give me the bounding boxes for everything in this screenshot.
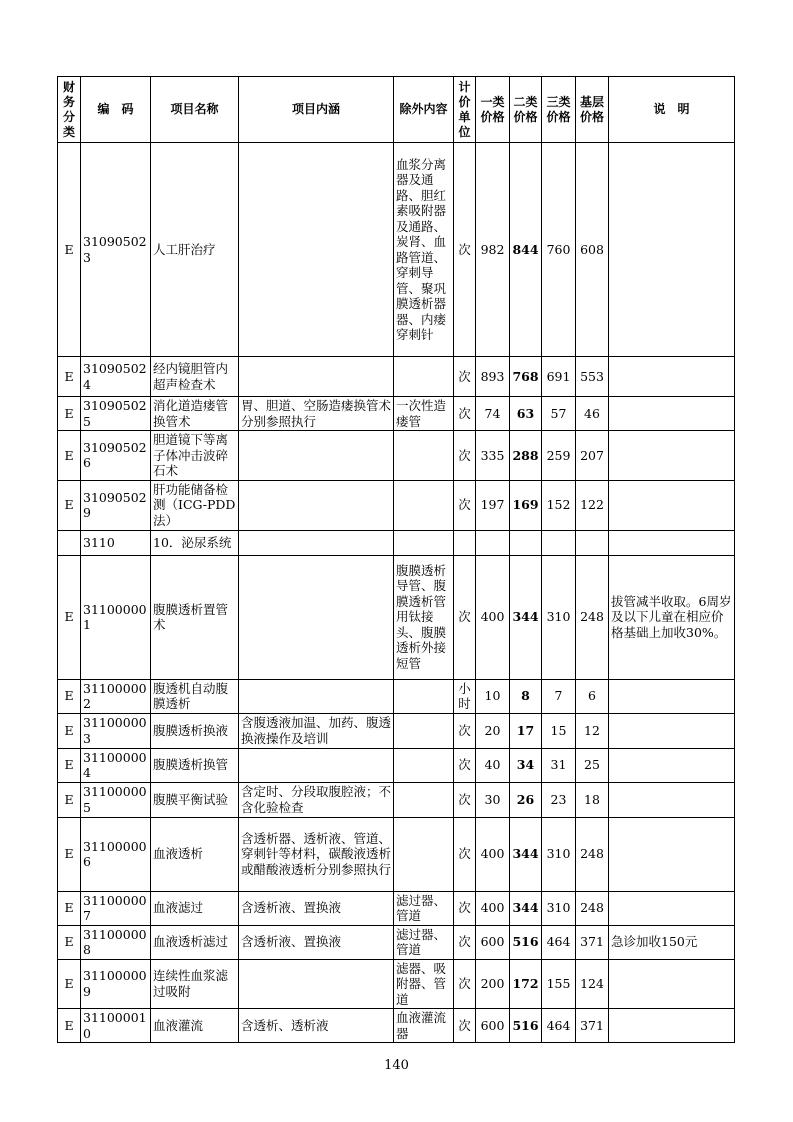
empty-cell: [454, 530, 476, 555]
excluded-cell: [394, 357, 454, 397]
price2-cell: 288: [510, 431, 542, 481]
excluded-cell: [394, 431, 454, 481]
unit-cell: 次: [454, 431, 476, 481]
code-cell: 310905023: [81, 143, 151, 357]
name-cell: 血液灌流: [151, 1009, 239, 1043]
price1-cell: 20: [476, 713, 510, 748]
price2-cell: 844: [510, 143, 542, 357]
unit-cell: 次: [454, 555, 476, 679]
price2-cell: 344: [510, 891, 542, 925]
price1-cell: 600: [476, 1009, 510, 1043]
category-cell: E: [58, 782, 81, 817]
table-row: [58, 431, 735, 481]
price1-cell: 40: [476, 748, 510, 782]
table-row: [58, 925, 735, 959]
price4-cell: 46: [576, 397, 609, 431]
name-cell: 腹膜透析换液: [151, 713, 239, 748]
excluded-cell: [394, 817, 454, 891]
price2-cell: 344: [510, 817, 542, 891]
table-row: [58, 143, 735, 357]
content-cell: [239, 431, 394, 481]
price3-cell: 310: [542, 555, 576, 679]
name-cell: 腹透机自动腹膜透析: [151, 679, 239, 713]
table-row: [58, 782, 735, 817]
price1-cell: 74: [476, 397, 510, 431]
empty-cell: [576, 530, 609, 555]
price2-cell: 516: [510, 1009, 542, 1043]
category-cell: E: [58, 357, 81, 397]
unit-cell: 次: [454, 817, 476, 891]
note-cell: [609, 713, 735, 748]
price3-cell: 310: [542, 891, 576, 925]
header-unit: 计价单位: [454, 77, 476, 143]
category-cell: E: [58, 925, 81, 959]
name-cell: 消化道造瘘管换管术: [151, 397, 239, 431]
table-row: [58, 397, 735, 431]
table-body: [58, 143, 735, 1043]
price4-cell: 248: [576, 555, 609, 679]
excluded-cell: 腹膜透析导管、腹膜透析管用钛接头、腹膜透析外接短管: [394, 555, 454, 679]
note-cell: 拔管减半收取。6周岁及以下儿童在相应价格基础上加收30%。: [609, 555, 735, 679]
category-cell: E: [58, 713, 81, 748]
unit-cell: 次: [454, 782, 476, 817]
excluded-cell: 血液灌流器: [394, 1009, 454, 1043]
price1-cell: 982: [476, 143, 510, 357]
price4-cell: 18: [576, 782, 609, 817]
header-code: 编 码: [81, 77, 151, 143]
code-cell: 311000001: [81, 555, 151, 679]
price4-cell: 25: [576, 748, 609, 782]
price2-cell: 17: [510, 713, 542, 748]
price3-cell: 7: [542, 679, 576, 713]
header-price1: 一类价格: [476, 77, 510, 143]
price4-cell: 12: [576, 713, 609, 748]
table-row: [58, 713, 735, 748]
code-cell: 311000006: [81, 817, 151, 891]
content-cell: [239, 679, 394, 713]
content-cell: 含透析液、置换液: [239, 891, 394, 925]
content-cell: 含透析液、置换液: [239, 925, 394, 959]
price2-cell: 768: [510, 357, 542, 397]
unit-cell: 小时: [454, 679, 476, 713]
content-cell: [239, 748, 394, 782]
table-row: [58, 1009, 735, 1043]
price1-cell: 30: [476, 782, 510, 817]
price1-cell: 893: [476, 357, 510, 397]
content-cell: 含透析器、透析液、管道、穿刺针等材料，碳酸液透析或醋酸液透析分别参照执行: [239, 817, 394, 891]
name-cell: 血液透析: [151, 817, 239, 891]
price4-cell: 6: [576, 679, 609, 713]
name-cell: 胆道镜下等离子体冲击波碎石术: [151, 431, 239, 481]
header-price4: 基层价格: [576, 77, 609, 143]
unit-cell: 次: [454, 397, 476, 431]
excluded-cell: 滤过器、管道: [394, 891, 454, 925]
unit-cell: 次: [454, 748, 476, 782]
price3-cell: 259: [542, 431, 576, 481]
excluded-cell: [394, 713, 454, 748]
note-cell: [609, 817, 735, 891]
price4-cell: 371: [576, 1009, 609, 1043]
price1-cell: 197: [476, 480, 510, 530]
category-cell: [58, 530, 81, 555]
code-cell: 311000010: [81, 1009, 151, 1043]
header-content: 项目内涵: [239, 77, 394, 143]
category-cell: E: [58, 1009, 81, 1043]
category-cell: E: [58, 748, 81, 782]
price2-cell: 516: [510, 925, 542, 959]
price3-cell: 57: [542, 397, 576, 431]
price3-cell: 23: [542, 782, 576, 817]
excluded-cell: [394, 480, 454, 530]
note-cell: [609, 782, 735, 817]
note-cell: [609, 959, 735, 1009]
price1-cell: 400: [476, 555, 510, 679]
note-cell: [609, 480, 735, 530]
content-cell: 含腹透液加温、加药、腹透换液操作及培训: [239, 713, 394, 748]
price3-cell: 15: [542, 713, 576, 748]
price2-cell: 8: [510, 679, 542, 713]
excluded-cell: [394, 748, 454, 782]
empty-cell: [609, 530, 735, 555]
code-cell: 311000002: [81, 679, 151, 713]
content-cell: 含透析、透析液: [239, 1009, 394, 1043]
price1-cell: 400: [476, 891, 510, 925]
header-note: 说 明: [609, 77, 735, 143]
price4-cell: 207: [576, 431, 609, 481]
price3-cell: 691: [542, 357, 576, 397]
price1-cell: 10: [476, 679, 510, 713]
name-cell: 连续性血浆滤过吸附: [151, 959, 239, 1009]
header-category: 财务分类: [58, 77, 81, 143]
price3-cell: 464: [542, 925, 576, 959]
excluded-cell: 滤器、吸附器、管道: [394, 959, 454, 1009]
category-cell: E: [58, 480, 81, 530]
note-cell: [609, 357, 735, 397]
header-excluded: 除外内容: [394, 77, 454, 143]
table-row: [58, 357, 735, 397]
price3-cell: 310: [542, 817, 576, 891]
header-name: 项目名称: [151, 77, 239, 143]
excluded-cell: 血浆分离器及通路、胆红素吸附器及通路、炭肾、血路管道、穿刺导管、聚巩膜透析器器、内瘘穿刺针: [394, 143, 454, 357]
code-cell: 310905029: [81, 480, 151, 530]
table-row: [58, 817, 735, 891]
content-cell: 胃、胆道、空肠造瘘换管术分别参照执行: [239, 397, 394, 431]
section-title: 10．泌尿系统: [151, 530, 239, 555]
excluded-cell: 滤过器、管道: [394, 925, 454, 959]
content-cell: [239, 480, 394, 530]
header-price3: 三类价格: [542, 77, 576, 143]
price3-cell: 155: [542, 959, 576, 1009]
section-row: [58, 530, 735, 555]
note-cell: [609, 748, 735, 782]
price2-cell: 172: [510, 959, 542, 1009]
code-cell: 310905024: [81, 357, 151, 397]
content-cell: [239, 143, 394, 357]
name-cell: 腹膜平衡试验: [151, 782, 239, 817]
code-cell: 311000004: [81, 748, 151, 782]
unit-cell: 次: [454, 357, 476, 397]
table-row: [58, 679, 735, 713]
note-cell: [609, 431, 735, 481]
category-cell: E: [58, 679, 81, 713]
unit-cell: 次: [454, 143, 476, 357]
note-cell: [609, 1009, 735, 1043]
price2-cell: 344: [510, 555, 542, 679]
price4-cell: 248: [576, 817, 609, 891]
code-cell: 311000003: [81, 713, 151, 748]
table-row: [58, 555, 735, 679]
empty-cell: [394, 530, 454, 555]
price4-cell: 553: [576, 357, 609, 397]
price3-cell: 760: [542, 143, 576, 357]
note-cell: [609, 143, 735, 357]
unit-cell: 次: [454, 959, 476, 1009]
price3-cell: 152: [542, 480, 576, 530]
content-cell: 含定时、分段取腹腔液；不含化验检查: [239, 782, 394, 817]
category-cell: E: [58, 397, 81, 431]
price4-cell: 248: [576, 891, 609, 925]
name-cell: 腹膜透析换管: [151, 748, 239, 782]
code-cell: 311000008: [81, 925, 151, 959]
price2-cell: 63: [510, 397, 542, 431]
price1-cell: 200: [476, 959, 510, 1009]
price4-cell: 124: [576, 959, 609, 1009]
price1-cell: 400: [476, 817, 510, 891]
table-row: [58, 959, 735, 1009]
note-cell: [609, 397, 735, 431]
price2-cell: 169: [510, 480, 542, 530]
name-cell: 腹膜透析置管术: [151, 555, 239, 679]
category-cell: E: [58, 555, 81, 679]
name-cell: 人工肝治疗: [151, 143, 239, 357]
name-cell: 血液滤过: [151, 891, 239, 925]
excluded-cell: [394, 782, 454, 817]
excluded-cell: [394, 679, 454, 713]
table-row: [58, 748, 735, 782]
name-cell: 血液透析滤过: [151, 925, 239, 959]
price4-cell: 122: [576, 480, 609, 530]
note-cell: 急诊加收150元: [609, 925, 735, 959]
code-cell: 310905025: [81, 397, 151, 431]
price4-cell: 608: [576, 143, 609, 357]
unit-cell: 次: [454, 480, 476, 530]
name-cell: 肝功能储备检测（ICG-PDD法）: [151, 480, 239, 530]
price1-cell: 600: [476, 925, 510, 959]
content-cell: [239, 555, 394, 679]
category-cell: E: [58, 891, 81, 925]
price4-cell: 371: [576, 925, 609, 959]
empty-cell: [476, 530, 510, 555]
page-number: 140: [384, 1058, 409, 1073]
empty-cell: [510, 530, 542, 555]
category-cell: E: [58, 143, 81, 357]
empty-cell: [239, 530, 394, 555]
content-cell: [239, 357, 394, 397]
table-row: [58, 891, 735, 925]
note-cell: [609, 679, 735, 713]
empty-cell: [542, 530, 576, 555]
category-cell: E: [58, 959, 81, 1009]
price3-cell: 464: [542, 1009, 576, 1043]
category-cell: E: [58, 817, 81, 891]
code-cell: 310905026: [81, 431, 151, 481]
category-cell: E: [58, 431, 81, 481]
unit-cell: 次: [454, 891, 476, 925]
unit-cell: 次: [454, 925, 476, 959]
price3-cell: 31: [542, 748, 576, 782]
price1-cell: 335: [476, 431, 510, 481]
code-cell: 311000007: [81, 891, 151, 925]
code-cell: 311000005: [81, 782, 151, 817]
header-price2: 二类价格: [510, 77, 542, 143]
excluded-cell: 一次性造瘘管: [394, 397, 454, 431]
note-cell: [609, 891, 735, 925]
table-row: [58, 480, 735, 530]
content-cell: [239, 959, 394, 1009]
price2-cell: 26: [510, 782, 542, 817]
section-code: 3110: [81, 530, 151, 555]
unit-cell: 次: [454, 1009, 476, 1043]
unit-cell: 次: [454, 713, 476, 748]
header-row: [58, 77, 735, 143]
code-cell: 311000009: [81, 959, 151, 1009]
name-cell: 经内镜胆管内超声检查术: [151, 357, 239, 397]
price-table: [57, 76, 735, 1043]
price2-cell: 34: [510, 748, 542, 782]
